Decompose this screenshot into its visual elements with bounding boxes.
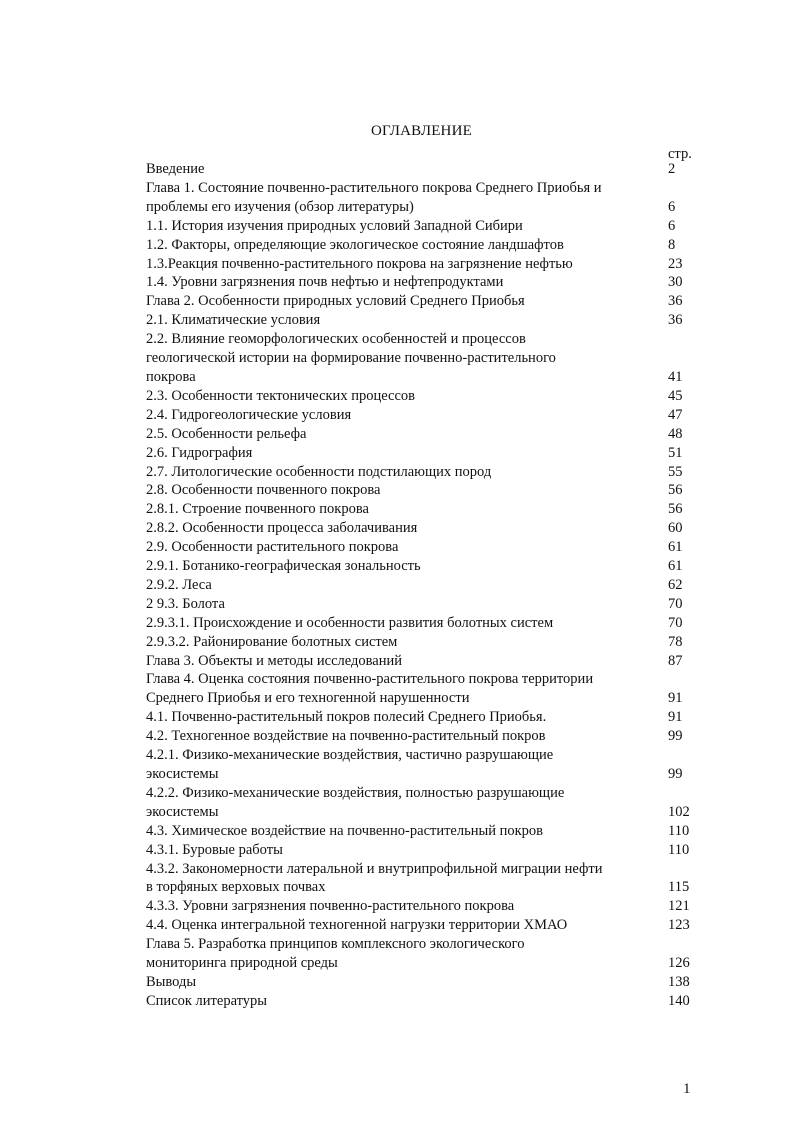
- toc-entry-page: 138: [668, 973, 690, 990]
- toc-entry-page: 30: [668, 274, 683, 291]
- toc-entry-page: 6: [668, 198, 676, 215]
- toc-entry: [146, 670, 706, 708]
- toc-entry: [146, 519, 706, 538]
- toc-entry: [146, 652, 706, 671]
- toc-entry: [146, 387, 706, 406]
- toc-entry: [146, 746, 706, 784]
- toc-entry: [146, 444, 706, 463]
- toc-entry-title: 2.8.2. Особенности процесса заболачивания: [146, 520, 418, 537]
- toc-entry-page: 48: [668, 425, 683, 442]
- page-column-header: стр.: [668, 146, 692, 162]
- toc-entry-page: 70: [668, 614, 683, 631]
- toc-entry-page: 87: [668, 652, 683, 669]
- toc-entry-title: Глава 1. Состояние почвенно-растительного покрова Среднего Приобья и проблемы его изучения (обзор литературы): [146, 179, 602, 215]
- toc-entry: [146, 860, 706, 898]
- toc-entry: [146, 897, 706, 916]
- toc-entry-page: 102: [668, 803, 690, 820]
- toc-title: ОГЛАВЛЕНИЕ: [371, 123, 472, 139]
- toc-entry: [146, 500, 706, 519]
- toc-entry-title: 2.8.1. Строение почвенного покрова: [146, 501, 369, 518]
- toc-entry: [146, 935, 706, 973]
- toc-entry: [146, 538, 706, 557]
- toc-entry-page: 110: [668, 822, 690, 839]
- toc-entry: [146, 841, 706, 860]
- toc-entry-page: 123: [668, 917, 690, 934]
- toc-entry-title: Выводы: [146, 973, 197, 990]
- toc-entry-page: 91: [668, 709, 683, 726]
- toc-entry: [146, 255, 706, 274]
- toc-entry: [146, 463, 706, 482]
- toc-entry: [146, 557, 706, 576]
- toc-entry: [146, 425, 706, 444]
- toc-entry-title: 1.3.Реакция почвенно-растительного покрова на загрязнение нефтью: [146, 255, 573, 272]
- toc-entry: [146, 273, 706, 292]
- toc-entry-page: 91: [668, 690, 683, 707]
- toc-entry-page: 45: [668, 387, 683, 404]
- toc-entry-page: 61: [668, 558, 683, 575]
- toc-entry-title: 2.9.3.2. Районирование болотных систем: [146, 633, 398, 650]
- toc-entry-title: Глава 2. Особенности природных условий Среднего Приобья: [146, 293, 525, 310]
- toc-entry-title: Глава 3. Объекты и методы исследований: [146, 652, 402, 669]
- toc-entry-title: 4.3. Химическое воздействие на почвенно-растительный покров: [146, 822, 544, 839]
- toc-entry-title: 1.4. Уровни загрязнения почв нефтью и нефтепродуктами: [146, 274, 504, 291]
- toc-entry-title: 4.2.1. Физико-механические воздействия, частично разрушающие экосистемы: [146, 747, 554, 782]
- toc-entry-title: 4.4. Оценка интегральной техногенной нагрузки территории ХМАО: [146, 917, 568, 934]
- toc-entry: [146, 217, 706, 236]
- toc-entry-title: 2.1. Климатические условия: [146, 312, 321, 329]
- toc-entry-page: 41: [668, 368, 683, 385]
- toc-entry: [146, 633, 706, 652]
- toc-entry-title: 2 9.3. Болота: [146, 595, 225, 612]
- toc-entry-title: Введение: [146, 161, 205, 177]
- toc-entry-page: 23: [668, 255, 683, 272]
- toc-entry-page: 99: [668, 728, 683, 745]
- toc-entry-title: 2.9.1. Ботанико-географическая зональность: [146, 558, 421, 575]
- toc-entry-page: 78: [668, 633, 683, 650]
- toc-entry-title: 4.1. Почвенно-растительный покров полесий Среднего Приобья.: [146, 709, 547, 726]
- toc-entry-title: 4.3.2. Закономерности латеральной и внутрипрофильной миграции нефти в торфяных верховых почвах: [146, 860, 603, 896]
- toc-entry-title: 4.2.2. Физико-механические воздействия, полностью разрушающие экосистемы: [146, 784, 565, 820]
- toc-entry-title: 2.6. Гидрография: [146, 444, 253, 461]
- toc-entry: [146, 822, 706, 841]
- toc-entry-title: 2.9.3.1. Происхождение и особенности развития болотных систем: [146, 614, 554, 631]
- toc-entry-page: 47: [668, 406, 683, 423]
- toc-entry-page: 121: [668, 898, 690, 915]
- toc-entry-page: 60: [668, 520, 683, 537]
- toc-entry: [146, 708, 706, 727]
- toc-entry-page: 2: [668, 161, 676, 177]
- table-of-contents: [146, 160, 706, 1011]
- toc-entry-page: 61: [668, 539, 683, 556]
- toc-entry: [146, 973, 706, 992]
- toc-entry-title: 2.9. Особенности растительного покрова: [146, 539, 399, 556]
- toc-entry-title: 4.3.3. Уровни загрязнения почвенно-растительного покрова: [146, 898, 515, 915]
- toc-entry-page: 55: [668, 463, 683, 480]
- toc-entry-page: 70: [668, 595, 683, 612]
- toc-entry: [146, 614, 706, 633]
- toc-entry-page: 140: [668, 992, 690, 1009]
- toc-entry: [146, 727, 706, 746]
- toc-entry-title: 1.1. История изучения природных условий Западной Сибири: [146, 217, 523, 234]
- toc-entry: [146, 330, 706, 387]
- toc-entry: [146, 406, 706, 425]
- toc-entry-title: Список литературы: [146, 992, 268, 1009]
- toc-entry-title: 4.2. Техногенное воздействие на почвенно-растительный покров: [146, 728, 546, 745]
- toc-entry-page: 8: [668, 236, 676, 253]
- toc-entry: [146, 481, 706, 500]
- toc-entry-page: 36: [668, 293, 683, 310]
- toc-entry: [146, 916, 706, 935]
- toc-entry: [146, 311, 706, 330]
- page-number: 1: [683, 1081, 691, 1097]
- toc-entry: [146, 236, 706, 255]
- toc-entry-page: 115: [668, 879, 690, 896]
- toc-entry-page: 56: [668, 482, 683, 499]
- toc-entry-title: Глава 5. Разработка принципов комплексного экологического мониторинга природной среды: [146, 936, 525, 972]
- toc-entry-title: 2.7. Литологические особенности подстилающих пород: [146, 463, 492, 480]
- toc-entry-title: 2.8. Особенности почвенного покрова: [146, 482, 381, 499]
- toc-entry: [146, 595, 706, 614]
- toc-entry-title: 1.2. Факторы, определяющие экологическое состояние ландшафтов: [146, 236, 564, 253]
- toc-entry-page: 51: [668, 444, 683, 461]
- toc-entry-page: 36: [668, 312, 683, 329]
- toc-entry: [146, 576, 706, 595]
- toc-entry-page: 126: [668, 955, 690, 972]
- toc-entry-title: 2.4. Гидрогеологические условия: [146, 406, 352, 423]
- toc-entry: [146, 784, 706, 822]
- toc-entry-page: 110: [668, 841, 690, 858]
- toc-entry-page: 99: [668, 766, 683, 782]
- toc-entry-title: 2.5. Особенности рельефа: [146, 425, 307, 442]
- toc-entry: [146, 992, 706, 1011]
- toc-entry-page: 6: [668, 217, 676, 234]
- toc-entry-title: 2.3. Особенности тектонических процессов: [146, 387, 415, 404]
- toc-entry-title: Глава 4. Оценка состояния почвенно-растительного покрова территории Среднего Приобья и его техногенной нарушенности: [146, 671, 594, 707]
- toc-entry: [146, 179, 706, 217]
- toc-entry-page: 62: [668, 576, 683, 593]
- toc-entry-title: 2.9.2. Леса: [146, 576, 212, 593]
- toc-entry: [146, 292, 706, 311]
- toc-entry-title: 4.3.1. Буровые работы: [146, 841, 283, 858]
- toc-entry: [146, 160, 706, 179]
- toc-entry-page: 56: [668, 501, 683, 518]
- toc-entry-title: 2.2. Влияние геоморфологических особенностей и процессов геологической истории на формирование почвенно-растительного покрова: [146, 331, 556, 385]
